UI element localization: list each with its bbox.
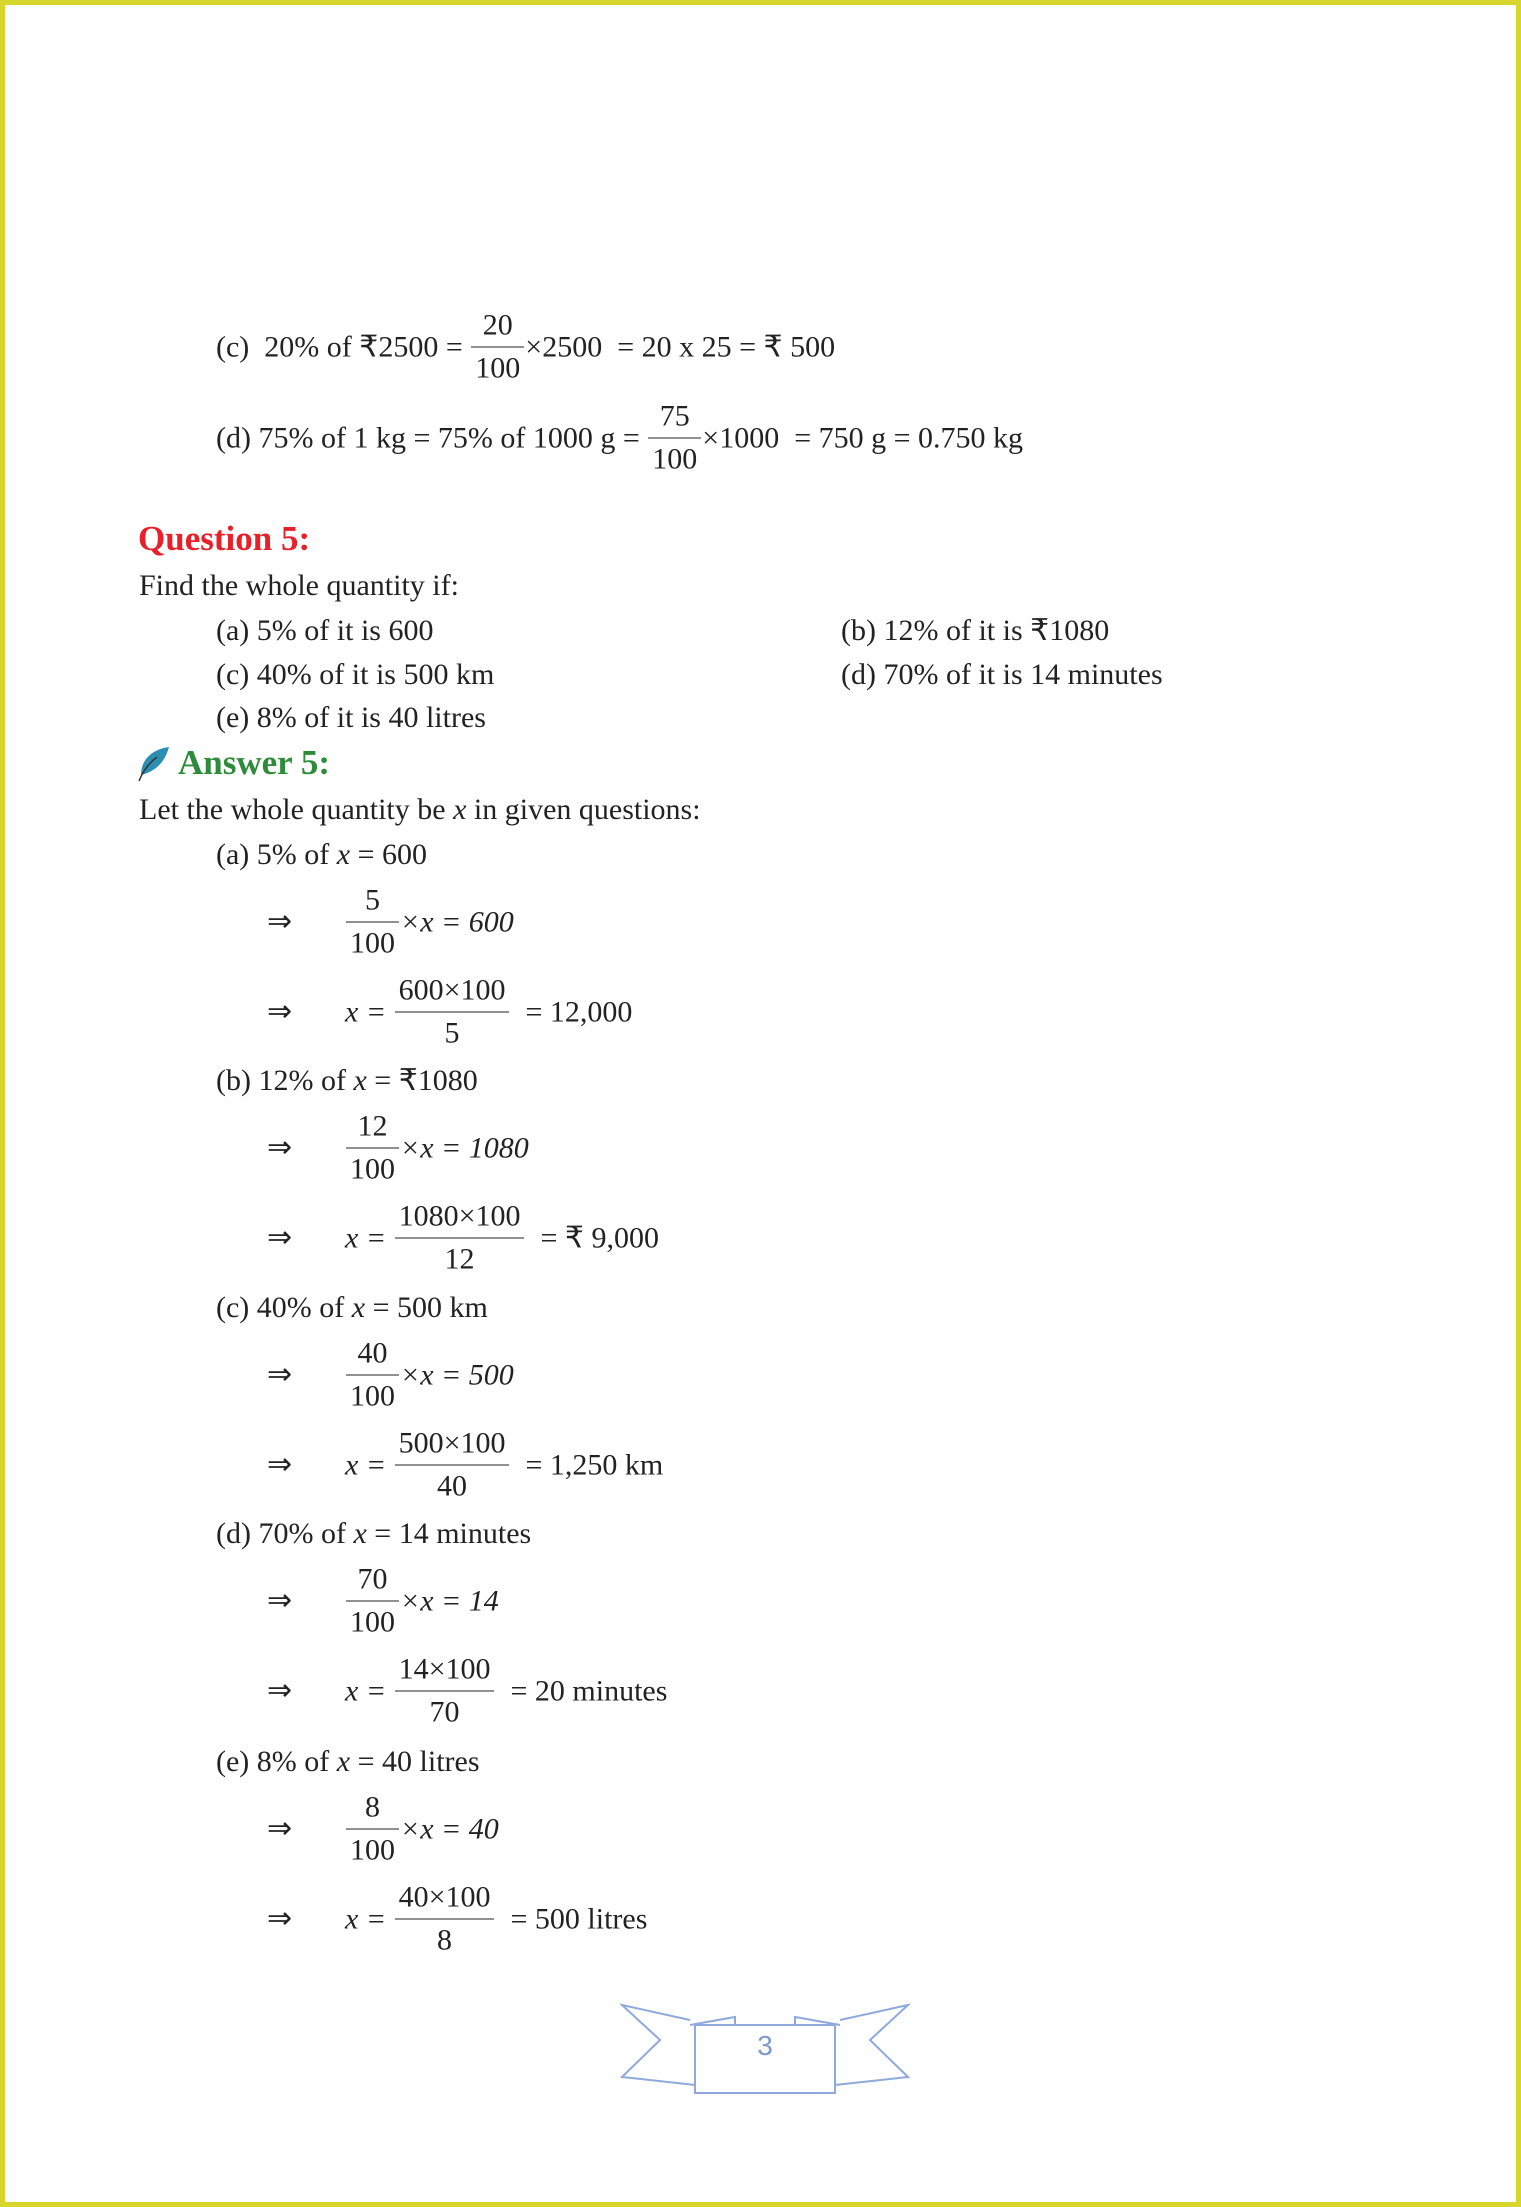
numerator: 8 [365,1790,380,1824]
step-one [345,1562,499,1639]
line-text: (d) 75% of 1 kg = 75% of 1000 g = [216,421,648,454]
line-text: in given questions: [466,793,701,826]
line-text: = 14 minutes [366,1517,532,1550]
variable: x [351,1291,366,1324]
line-text: ×1000 = 750 g = 0.750 kg [702,421,1024,454]
part-statement [216,1516,531,1552]
step-one [345,883,514,960]
equation-tail: ×x = 40 [400,1812,499,1845]
step-two [345,1426,664,1503]
numerator: 20 [482,308,513,342]
denominator: 40 [395,1465,510,1502]
answer-part [5,1745,1516,1989]
equation-tail: ×x = 14 [400,1584,499,1617]
result: = 20 minutes [495,1674,668,1707]
answer-part [5,1064,1516,1308]
line-text: (d) 70% of [216,1517,354,1550]
numerator: 75 [659,399,690,433]
line-text: (a) 5% of [216,838,337,871]
denominator: 100 [471,347,524,384]
step-one [345,1790,499,1867]
fraction [348,1562,397,1639]
question-title: Question 5: [138,519,311,558]
fraction [650,399,699,476]
denominator: 100 [346,922,399,959]
denominator: 100 [346,1375,399,1412]
fraction [397,1652,493,1729]
line-text: = ₹1080 [366,1064,478,1097]
step-two [345,973,633,1050]
line-text: (c) 20% of ₹2500 = [216,330,471,363]
equation-lhs: x = [345,1221,394,1254]
answer-intro [139,792,701,828]
numerator: 70 [357,1562,388,1596]
denominator: 12 [395,1238,525,1275]
line-text: (e) 8% of [216,1745,337,1778]
fraction [397,973,508,1050]
denominator: 100 [346,1148,399,1185]
question-prompt: Find the whole quantity if: [139,569,459,602]
implies-arrow-icon: ⇒ [267,1902,293,1935]
question-option: (d) 70% of it is 14 minutes [841,658,1163,691]
equation-tail: ×x = 1080 [400,1131,529,1164]
denominator: 100 [648,438,701,475]
numerator: 1080×100 [398,1199,521,1233]
question-option: (b) 12% of it is ₹1080 [841,614,1110,647]
fraction [397,1880,493,1957]
equation-lhs: x = [345,1448,394,1481]
result: = 500 litres [495,1902,648,1935]
equation-tail: ×x = 500 [400,1358,514,1391]
denominator: 70 [395,1691,495,1728]
result: = 12,000 [510,995,633,1028]
answer-part [5,1291,1516,1535]
fraction [473,308,522,385]
fraction [348,1109,397,1186]
logo-icon [135,745,175,785]
step-one [345,1109,529,1186]
implies-arrow-icon: ⇒ [267,995,293,1028]
page-number-ribbon [620,1995,910,2095]
denominator: 5 [395,1012,510,1049]
step-two [345,1652,668,1729]
denominator: 100 [346,1601,399,1638]
solution-line-d [216,399,1024,476]
answer-part [5,838,1516,1082]
implies-arrow-icon: ⇒ [267,1584,293,1617]
line-text: (c) 40% of [216,1291,352,1324]
numerator: 40×100 [398,1880,491,1914]
variable: x [453,793,467,826]
numerator: 40 [357,1336,388,1370]
implies-arrow-icon: ⇒ [267,1221,293,1254]
question-option: (e) 8% of it is 40 litres [216,701,486,734]
equation-tail: ×x = 600 [400,905,514,938]
line-text: = 500 km [365,1291,488,1324]
step-two [345,1199,659,1276]
part-statement [216,1290,488,1326]
line-text: = 40 litres [350,1745,480,1778]
fraction [397,1199,523,1276]
variable: x [353,1064,367,1097]
implies-arrow-icon: ⇒ [267,1674,293,1707]
step-one [345,1336,514,1413]
part-statement [216,1744,480,1780]
line-text: = 600 [350,838,428,871]
variable: x [336,1745,351,1778]
numerator: 500×100 [398,1426,506,1460]
fraction [348,883,397,960]
denominator: 100 [346,1829,399,1866]
equation-lhs: x = [345,995,394,1028]
part-statement [216,837,427,873]
question-option: (c) 40% of it is 500 km [216,658,495,691]
implies-arrow-icon: ⇒ [267,1358,293,1391]
denominator: 8 [395,1919,495,1956]
numerator: 14×100 [398,1652,491,1686]
fraction [348,1790,397,1867]
line-text: ×2500 = 20 x 25 = ₹ 500 [525,330,836,363]
implies-arrow-icon: ⇒ [267,1812,293,1845]
line-text: (b) 12% of [216,1064,354,1097]
implies-arrow-icon: ⇒ [267,1448,293,1481]
equation-lhs: x = [345,1902,394,1935]
implies-arrow-icon: ⇒ [267,1131,293,1164]
result: = ₹ 9,000 [525,1221,659,1254]
answer-part [5,1517,1516,1761]
step-two [345,1880,648,1957]
result: = 1,250 km [510,1448,664,1481]
page-number: 3 [757,2030,773,2061]
implies-arrow-icon: ⇒ [267,905,293,938]
numerator: 12 [357,1109,388,1143]
variable: x [336,838,351,871]
answer-title: Answer 5: [178,743,330,782]
solution-line-c [216,308,836,385]
variable: x [353,1517,367,1550]
question-option: (a) 5% of it is 600 [216,614,434,647]
fraction [348,1336,397,1413]
line-text: Let the whole quantity be [139,793,454,826]
numerator: 5 [365,883,380,917]
part-statement [216,1063,478,1099]
equation-lhs: x = [345,1674,394,1707]
fraction [397,1426,508,1503]
numerator: 600×100 [398,973,506,1007]
